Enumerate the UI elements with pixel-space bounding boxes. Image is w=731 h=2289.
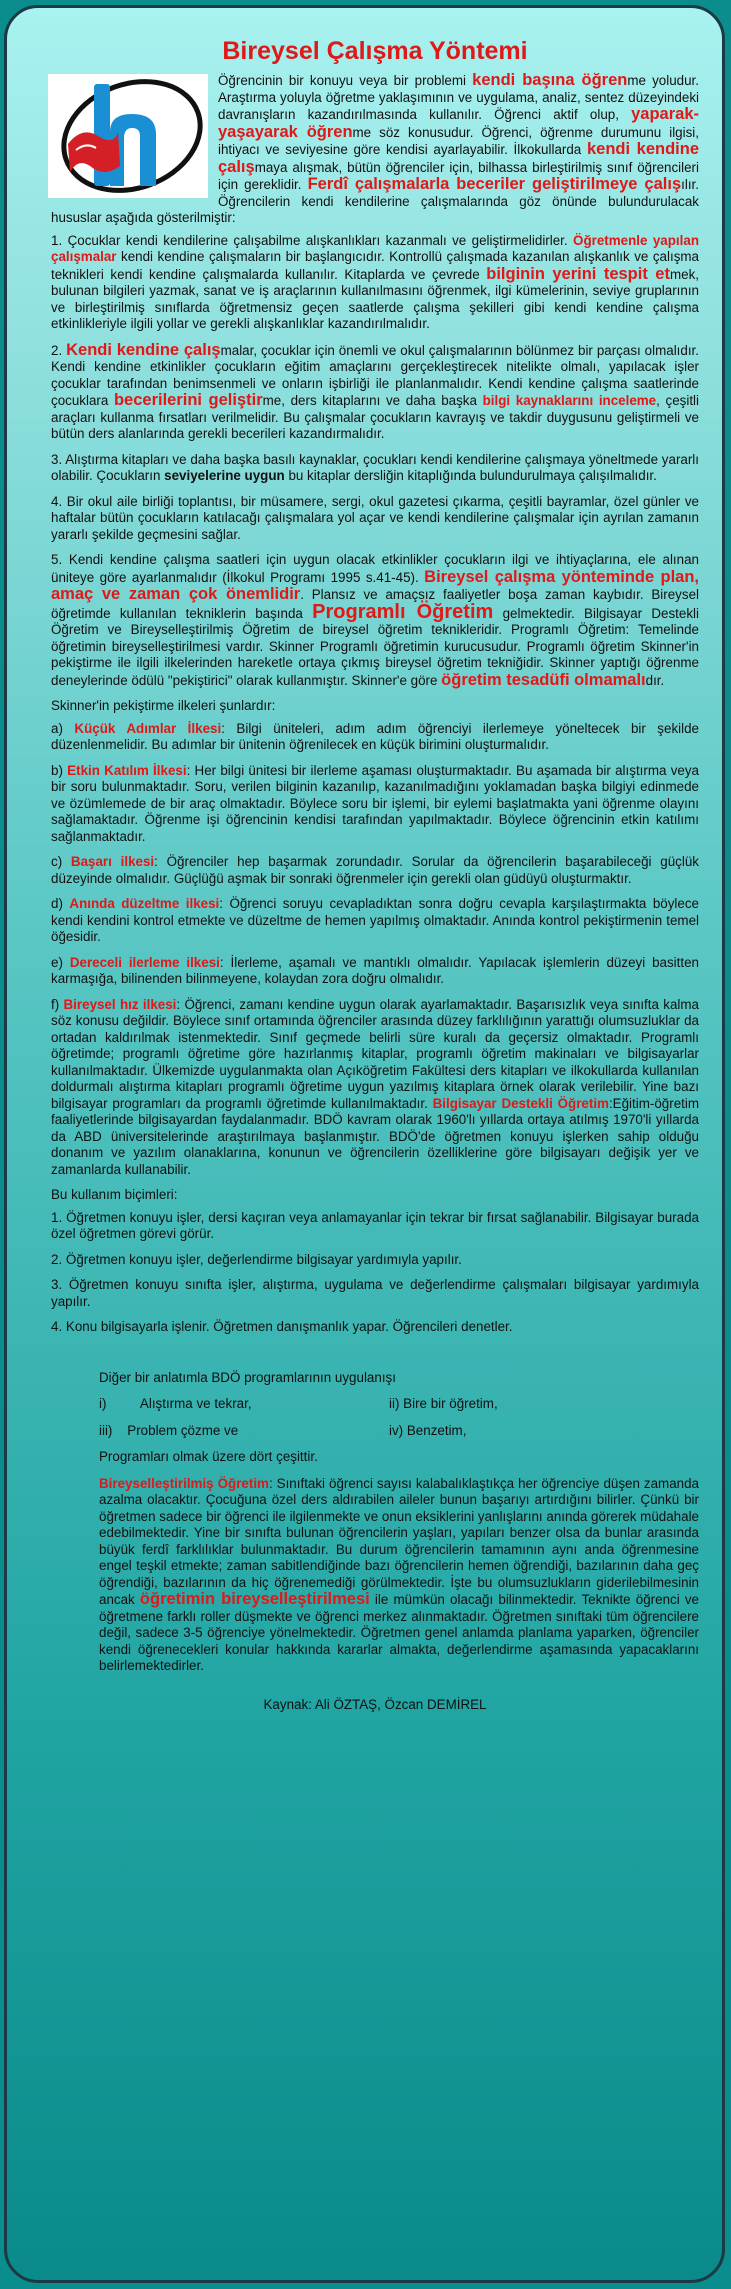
bdo-num: ii): [389, 1396, 400, 1411]
document-card: [4, 5, 725, 2283]
bdo-outro: Programları olmak üzere dört çeşittir.: [99, 1449, 318, 1464]
bdo-type: Bire bir öğretim,: [403, 1396, 498, 1411]
usage-item: 3. Öğretmen konuyu sınıfta işler, alıştırma, uygulama ve değerlendirme çalışmaları bilgisayar yardımıyla yapılır.: [51, 1277, 699, 1309]
source-credit: Kaynak: Ali ÖZTAŞ, Özcan DEMİREL: [263, 1696, 487, 1712]
list-item: 4. Bir okul aile birliği toplantısı, bir müsamere, sergi, okul gazetesi çıkarma, çeşitli bayramlar, özel günler ve haftalar bütün çocukların katılacağı çalışmalara yol açar ve kendi kendilerine çalışmalar için ayrılan zamanın yararlı şekilde geçmesini sağlar.: [51, 493, 699, 542]
principle-item: d) Anında düzeltme ilkesi: Öğrenci soruyu cevapladıktan sonra doğru cevapla karşılaştırmakta böylece kendi kendini kontrol etmekte ve düzeltme de hemen yapılmış olmaktadır. Anında kontrol pekiştirmenin temel öğesidir.: [51, 896, 700, 944]
bdo-num: i): [99, 1396, 107, 1411]
principles-intro: Skinner'in pekiştirme ilkeleri şunlardır:: [51, 698, 276, 713]
principle-item: f) Bireysel hız ilkesi: Öğrenci, zamanı kendine uygun olarak ayarlamaktadır. Başarısızlık veya sınıfta kalma söz konusu değildir. Böylece sınıf ortamında öğrenciler arasında düzey farklılığının yarattığı olumsuzluklar da ortadan kaldırılmak istenmektedir. Sınıf geçmede belirli süre kuralı da geçersiz olmaktadır. Programlı öğretimde; programlı öğretime göre hazırlanmış kitaplar, programlı öğretim makinaları ve bilgisayarlar kullanılmaktadır. Ülkemizde uygulanmakta olan Açıköğretim Fakültesi ders kitapları ve ilkokullarda kullanılan doldurmalı alıştırma kitapları programlı öğretime uygun yazılmış kitaplara örnek olarak verilebilir. Yine bazı bilgisayar programları da programlı öğretimde kullanılmaktadır. Bilgisayar Destekli Öğretim:Eğitim-öğretim faaliyetlerinde bilgisayardan faydalanmadır. BDÖ kavram olarak 1960'lı yıllarda ortaya atılmış 1970'li yıllarda da ABD üniversitelerinde araştırılmaya başlanmıştır. BDÖ'de öğretmen konuyu işlerken sahip olduğu donanım ve yazılım olanaklarına, konunun ve öğrencilerin özelliklerine göre bilgisayarı değişik yer ve zamanlarda kullanabilir.: [51, 996, 699, 1177]
intro-paragraph: Öğrencinin bir konuyu veya bir problemi kendi başına öğrenme yoludur. Araştırma yoluyla öğretme yaklaşımının ve uygulama, analiz, sentez düzeyindeki davranışların kazandırılmasında kullanılır. Öğrenci aktif olup, yaparak-yaşayarak öğrenme söz konusudur. Öğrenci, öğrenme durumunu ilgisi, ihtiyacı ve seviyesine göre kendisi ayarlayabilir. İlkokullarda kendi kendine çalışmaya alışmak, bütün öğrenciler için, bilhassa birleştirilmiş sınıf öğrencileri için gereklidir. Ferdî çalışmalarla beceriler geliştirilmeye çalışılır. Öğrencilerin kendi kendilerine çalışmalarında göz önünde bulundurulacak hususlar aşağıda gösterilmiştir:: [51, 71, 699, 225]
usage-item: 1. Öğretmen konuyu işler, dersi kaçıran veya anlamayanlar için tekrar bir fırsat sağlanabilir. Bilgisayar burada özel öğretmen görevi görür.: [51, 1209, 699, 1241]
bdo-row: [99, 1423, 699, 1440]
bireysel-paragraph: Bireyselleştirilmiş Öğretim: Sınıftaki öğrenci sayısı kalabalıklaştıkça her öğrenciye düşen zamanda azalma olacaktır. Çocuğuna özel ders aldırabilen aileler bunun başarıyı artırdığını bilirler. Çünkü bir öğretmen sadece bir öğrenci ile ilgilenmekte ve onun eksiklerini yanlışlarını anında görerek müdahale edebilmektedir. Yine bir sınıfta bulunan öğrencilerin yaşları, yapıları benzer olsa da bunlar arasında büyük ferdî farklılıklar bulunmaktadır. Bu durum öğrencilerin tamamının aynı anda öğrenmesine engel teşkil etmekte; zaman sabitlendiğinde bazı öğrencilerin hemen öğrendiği, bazılarının daha geç öğrendiği, bazılarının da hiç öğrenemediği görülmektedir. İşte bu olumsuzlukların giderilebilmesinin ancak öğretimin bireyselleştirilmesi ile mümkün olacağı bilinmektedir. Teknikte öğrenci ve öğretmene farklı roller düşmekte ve öğrenci merkez alınmaktadır. Öğretmen sınıftaki tüm öğrencilere değil, sadece 3-5 öğrenciye yönelmektedir. Öğretmen genel anlamda planlama yaparken, öğrenciler kendi öğrenecekleri konular hakkında kararlar almakta, değerlendirme aşamasında yapacaklarını belirlemektedirler.: [99, 1475, 700, 1673]
bdo-num: iii): [99, 1422, 113, 1438]
list-item: 2. Kendi kendine çalışmalar, çocuklar için önemli ve okul çalışmalarının bölünmez bir parçası olmalıdır. Kendi kendine etkinlikler çocukların eğitim amaçlarını gerçekleştirecek nitelikte olmalı, yapılacak işler çocuklar tarafından benimsenmeli ve onların işbirliği ile planlanmalıdır. Kendi kendine çalışma saatlerinde çocuklara becerilerini geliştirme, ders kitaplarını ve daha başka bilgi kaynaklarını inceleme, çeşitli araçları kullanma fırsatları verilmelidir. Bu çalışmalar çocukların kavrayış ve takdir duygusunu geliştirmeli ve bütün ders alanlarında gerekli becerileri kazandırmalıdır.: [51, 340, 699, 441]
bdo-type: Alıştırma ve tekrar,: [139, 1396, 252, 1411]
principle-item: b) Etkin Katılım İlkesi: Her bilgi ünitesi bir ilerleme aşaması oluşturmaktadır. Bu aşamada bir alıştırma veya bir soru bulunmaktadır. Soru, verilen bilginin kazanılıp, kazanılmadığını yoklamadan başka bilgiyi edinmede ve özümlemede de bir araç olmaktadır. Böylece soru bir işlemi, bir eylemi başlatmakta yani öğrenme olayını sağlamaktadır. Öğrenme işi öğrencinin kendisi tarafından yapılmaktadır. Böylece öğrencinin etkin katılımı sağlanmaktadır.: [51, 762, 699, 844]
usage-intro: Bu kullanım biçimleri:: [51, 1187, 178, 1202]
principle-item: a) Küçük Adımlar İlkesi: Bilgi üniteleri, adım adım öğrenciyi ilerlemeye yöneltecek bir şekilde düzenlenmelidir. Bu adımlar bir ünitenin öğrenilecek en küçük birimini oluşturmalıdır.: [51, 720, 699, 752]
list-item: 3. Alıştırma kitapları ve daha başka basılı kaynaklar, çocukları kendi kendilerine çalışmaya yöneltmede yararlı olabilir. Çocukların seviyelerine uygun bu kitaplar dersliğin kitaplığında bulundurulmaya çalışılmalıdır.: [51, 451, 700, 483]
bdo-num: iv): [389, 1422, 404, 1438]
bdo-section: [51, 1370, 699, 1675]
usage-item: 2. Öğretmen konuyu işler, değerlendirme bilgisayar yardımıyla yapılır.: [51, 1251, 462, 1267]
list-item: 5. Kendi kendine çalışma saatleri için uygun olacak etkinlikler çocukların ilgi ve ihtiyaçlarına, ele alınan üniteye göre ayarlanmalıdır (İlkokul Programı 1995 s.41-45). Bireysel çalışma yönteminde plan, amaç ve zaman çok önemlidir. Plansız ve amaçsız faaliyetler boşa zaman kaybıdır. Bireysel öğretimde kullanılan tekniklerin başında Programlı Öğretim gelmektedir. Bilgisayar Destekli Öğretim ve Bireyselleştirilmiş Öğretim de bireysel öğretim teknikleridir. Programlı Öğretim: Temelinde öğretimin bireyselleştirilmesi vardır. Skinner Programlı öğretimin kurucusudur. Programlı öğretim Skinner'in pekiştirme ile ilgili ilkelerinden hareketle ortaya çıkmış bireysel öğretim tekniğidir. Skinner yaptığı öğrenme deneylerinde ödülü "pekiştirici" olarak kullanmıştır. Skinner'e göre öğretim tesadüfi olmamalıdır.: [51, 552, 700, 689]
document-content: [51, 36, 699, 1719]
bdo-intro: Diğer bir anlatımla BDÖ programlarının uygulanışı: [99, 1369, 396, 1385]
page-title: Bireysel Çalışma Yöntemi: [222, 37, 528, 65]
bdo-type: Benzetim,: [406, 1422, 467, 1438]
bdo-type: Problem çözme ve: [127, 1422, 239, 1438]
principle-item: e) Dereceli ilerleme ilkesi: İlerleme, aşamalı ve mantıklı olmalıdır. Yapılacak işlemlerin düzeyi basitten karmaşığa, bilinenden bilinmeyene, kolaydan zora doğru olmalıdır.: [51, 954, 699, 986]
principle-item: c) Başarı ilkesi: Öğrenciler hep başarmak zorundadır. Sorular da öğrencilerin başarabileceği güçlük düzeyinde olmalıdır. Güçlüğü aşmak bir sonraki öğrenmeler için gerekli olan güdüyü oluşturmaktır.: [51, 854, 699, 886]
ogretmen-h-logo-icon: [48, 74, 208, 198]
list-item: 1. Çocuklar kendi kendilerine çalışabilme alışkanlıkları kazanmalı ve geliştirmelidirler. Öğretmenle yapılan çalışmalar kendi kendine çalışmaların bir başlangıcıdır. Kontrollü çalışmada kazanılan alışkanlık ve çalışma teknikleri kendi kendine çalışmalarda kullanılır. Kitaplarda ve çevrede bilginin yerini tespit etmek, bulunan bilgileri yazmak, sanat ve iş araçlarının kullanılmasını öğrenmek, ilgi kümelerinin, seviye gruplarının ve birleştirilmiş sınıflarda öğretmensiz geçen saatlerde çalışma şekilleri gibi kendi kendine çalışma etkinlikleriyle ilgili yollar ve gerekli alışkanlıklar kazandırılmalıdır.: [51, 232, 699, 331]
bdo-row: [99, 1396, 699, 1413]
usage-item: 4. Konu bilgisayarla işlenir. Öğretmen danışmanlık yapar. Öğrencileri denetler.: [51, 1319, 513, 1334]
